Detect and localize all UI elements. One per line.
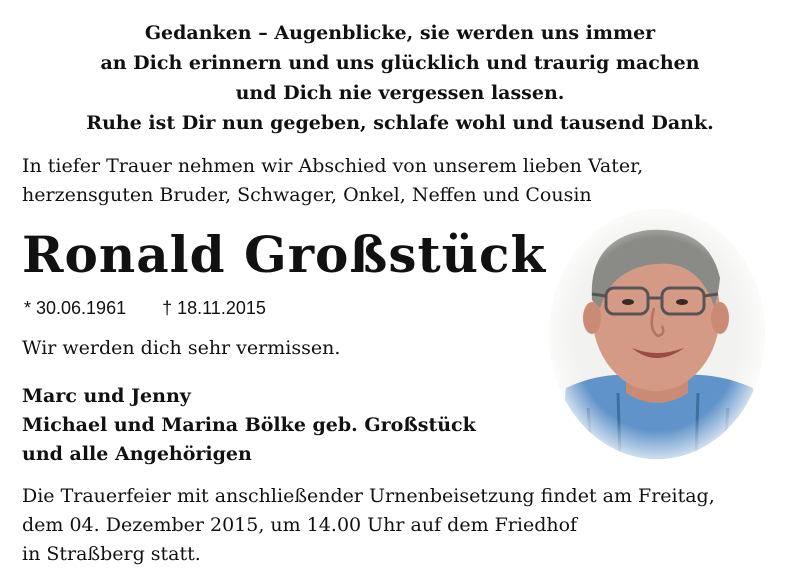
ceremony-info: [22, 482, 715, 569]
intro-line: herzensguten Bruder, Schwager, Onkel, Neffen und Cousin: [22, 184, 592, 206]
ceremony-line: Die Trauerfeier mit anschließender Urnenbeisetzung findet am Freitag,: [22, 485, 715, 507]
ceremony-line: dem 04. Dezember 2015, um 14.00 Uhr auf dem Friedhof: [22, 514, 578, 536]
intro-line: In tiefer Trauer nehmen wir Abschied von unserem lieben Vater,: [22, 155, 644, 177]
poem-line: Ruhe ist Dir nun gegeben, schlafe wohl und tausend Dank.: [86, 112, 714, 134]
mourning-intro: [22, 152, 643, 210]
poem-line: Gedanken – Augenblicke, sie werden uns immer: [144, 22, 656, 44]
miss-line: Wir werden dich sehr vermissen.: [22, 337, 341, 359]
family-signatures: [22, 382, 476, 469]
death-date: † 18.11.2015: [162, 298, 266, 318]
poem-line: und Dich nie vergessen lassen.: [235, 82, 565, 104]
family-line: und alle Angehörigen: [22, 443, 252, 465]
portrait-photo: [548, 208, 766, 460]
life-dates: [24, 296, 266, 320]
family-line: Michael und Marina Bölke geb. Großstück: [22, 414, 476, 436]
birth-date: * 30.06.1961: [24, 298, 127, 318]
ceremony-line: in Straßberg statt.: [22, 543, 201, 565]
poem-line: an Dich erinnern und uns glücklich und traurig machen: [100, 52, 700, 74]
family-line: Marc und Jenny: [22, 385, 191, 407]
deceased-name: Ronald Großstück: [22, 225, 547, 284]
memorial-poem: [0, 18, 800, 138]
